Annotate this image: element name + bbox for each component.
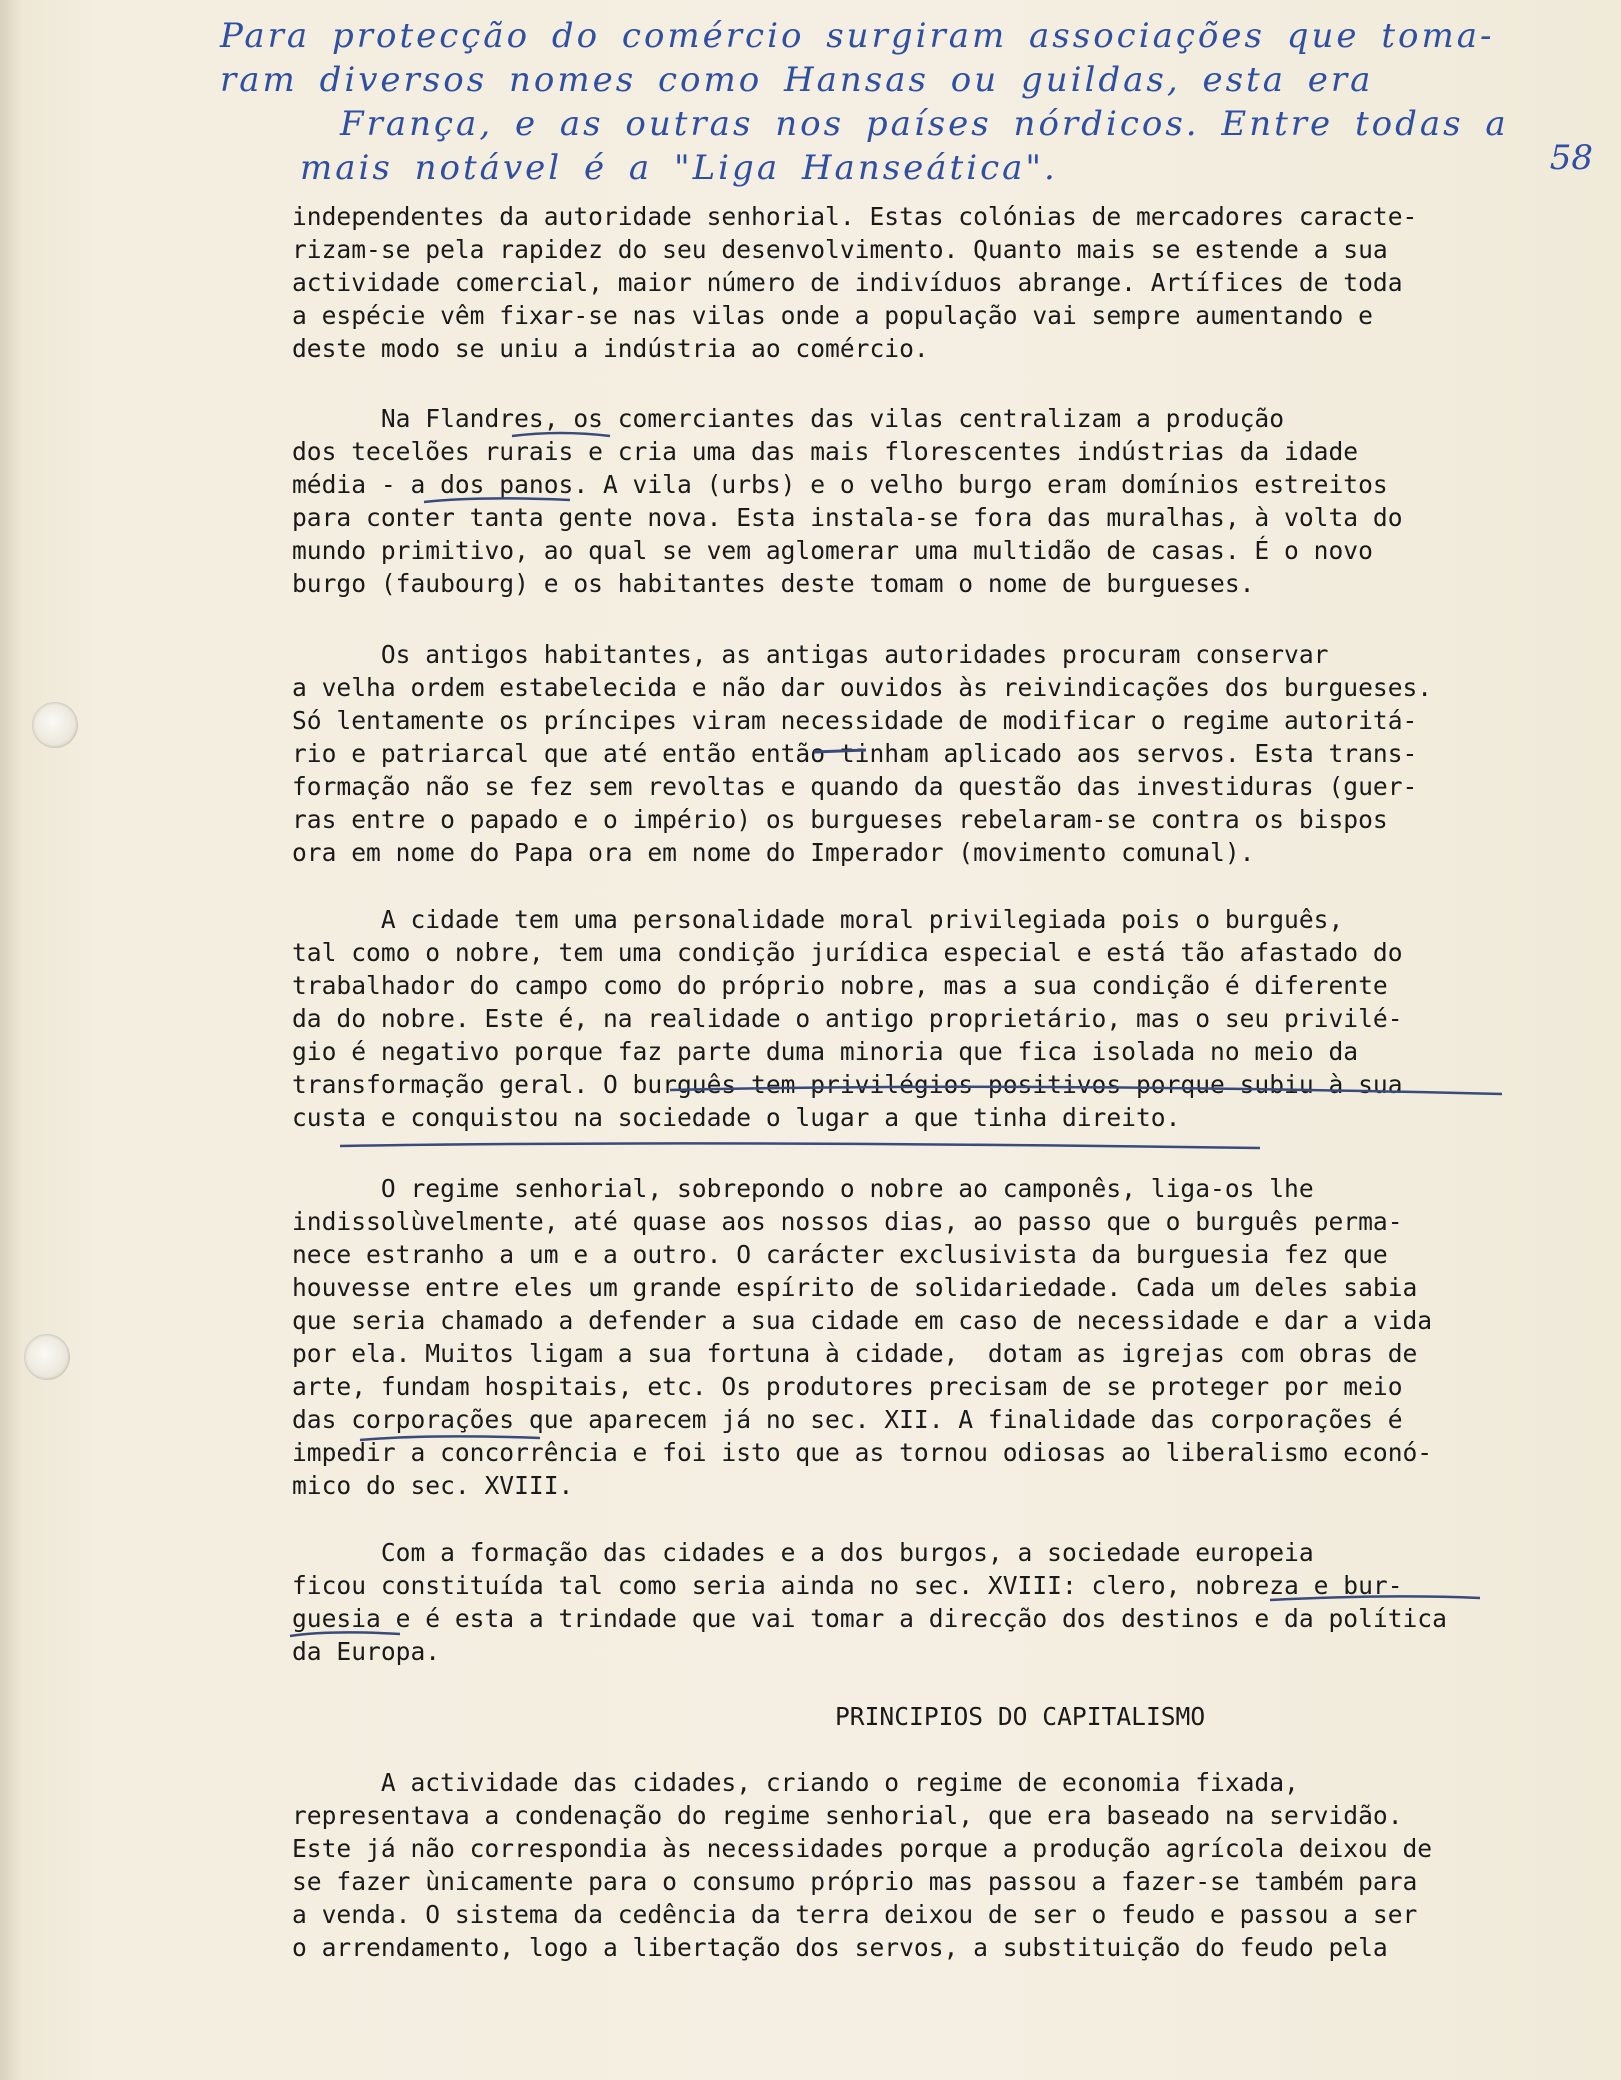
text-line: impedir a concorrência e foi isto que as tornou odiosas ao liberalismo econó-: [292, 1438, 1433, 1467]
text-line: A actividade das cidades, criando o regime de economia fixada,: [292, 1768, 1299, 1797]
text-line: média - a dos panos. A vila (urbs) e o velho burgo eram domínios estreitos: [292, 470, 1388, 499]
text-line: mundo primitivo, ao qual se vem aglomerar uma multidão de casas. É o novo: [292, 536, 1373, 565]
text-line: ras entre o papado e o império) os burgueses rebelaram-se contra os bispos: [292, 805, 1388, 834]
text-line: indissolùvelmente, até quase aos nossos dias, ao passo que o burguês perma-: [292, 1207, 1403, 1236]
text-line: a velha ordem estabelecida e não dar ouvidos às reivindicações dos burgueses.: [292, 673, 1433, 702]
text-line: O regime senhorial, sobrepondo o nobre ao camponês, liga-os lhe: [292, 1174, 1314, 1203]
text-line: a venda. O sistema da cedência da terra deixou de ser o feudo e passou a ser: [292, 1900, 1418, 1929]
text-line: nece estranho a um e a outro. O carácter exclusivista da burguesia fez que: [292, 1240, 1388, 1269]
text-line: que seria chamado a defender a sua cidade em caso de necessidade e dar a vida: [292, 1306, 1433, 1335]
text-line: ora em nome do Papa ora em nome do Imperador (movimento comunal).: [292, 838, 1255, 867]
text-line: dos tecelões rurais e cria uma das mais florescentes indústrias da idade: [292, 437, 1359, 466]
paragraph: [292, 402, 1604, 600]
text-line: custa e conquistou na sociedade o lugar a que tinha direito.: [292, 1103, 1181, 1132]
text-line: o arrendamento, logo a libertação dos servos, a substituição do feudo pela: [292, 1933, 1388, 1962]
text-line: A cidade tem uma personalidade moral privilegiada pois o burguês,: [292, 905, 1344, 934]
text-line: rizam-se pela rapidez do seu desenvolvimento. Quanto mais se estende a sua: [292, 235, 1388, 264]
text-line: Os antigos habitantes, as antigas autoridades procuram conservar: [292, 640, 1329, 669]
page-number: 58: [1549, 138, 1593, 178]
paragraph: [292, 638, 1604, 869]
paragraph: [292, 200, 1604, 365]
text-line: ficou constituída tal como seria ainda no sec. XVIII: clero, nobreza e bur-: [292, 1571, 1403, 1600]
paragraph: [292, 1766, 1604, 1964]
text-line: deste modo se uniu a indústria ao comércio.: [292, 334, 929, 363]
text-line: gio é negativo porque faz parte duma minoria que fica isolada no meio da: [292, 1037, 1359, 1066]
text-line: formação não se fez sem revoltas e quando da questão das investiduras (guer-: [292, 772, 1418, 801]
text-line: mico do sec. XVIII.: [292, 1471, 574, 1500]
text-line: Com a formação das cidades e a dos burgos, a sociedade europeia: [292, 1538, 1314, 1567]
text-line: trabalhador do campo como do próprio nobre, mas a sua condição é diferente: [292, 971, 1388, 1000]
paragraph: [292, 1172, 1604, 1502]
underline-mark: [340, 1143, 1260, 1148]
text-line: a espécie vêm fixar-se nas vilas onde a população vai sempre aumentando e: [292, 301, 1373, 330]
punch-hole-top: [32, 702, 78, 748]
handwritten-line: França, e as outras nos países nórdicos. Entre todas a: [340, 104, 1509, 144]
text-line: Este já não correspondia às necessidades porque a produção agrícola deixou de: [292, 1834, 1433, 1863]
text-line: arte, fundam hospitais, etc. Os produtores precisam de se proteger por meio: [292, 1372, 1403, 1401]
text-line: por ela. Muitos ligam a sua fortuna à cidade, dotam as igrejas com obras de: [292, 1339, 1418, 1368]
text-line: da Europa.: [292, 1637, 441, 1666]
text-line: da do nobre. Este é, na realidade o antigo proprietário, mas o seu privilé-: [292, 1004, 1403, 1033]
text-line: Na Flandres, os comerciantes das vilas centralizam a produção: [292, 404, 1285, 433]
text-line: guesia e é esta a trindade que vai tomar a direcção dos destinos e da política: [292, 1604, 1447, 1633]
text-line: independentes da autoridade senhorial. Estas colónias de mercadores caracte-: [292, 202, 1418, 231]
text-line: burgo (faubourg) e os habitantes deste tomam o nome de burgueses.: [292, 569, 1255, 598]
text-line: das corporações que aparecem já no sec. XII. A finalidade das corporações é: [292, 1405, 1403, 1434]
text-line: actividade comercial, maior número de indivíduos abrange. Artífices de toda: [292, 268, 1403, 297]
punch-hole-bottom: [24, 1334, 70, 1380]
text-line: transformação geral. O burguês tem privilégios positivos porque subiu à sua: [292, 1070, 1403, 1099]
text-line: representava a condenação do regime senhorial, que era baseado na servidão.: [292, 1801, 1403, 1830]
section-heading: PRINCIPIOS DO CAPITALISMO: [835, 1702, 1206, 1731]
paragraph: [292, 903, 1604, 1134]
text-line: para conter tanta gente nova. Esta instala-se fora das muralhas, à volta do: [292, 503, 1403, 532]
handwritten-note: [220, 14, 1590, 190]
handwritten-line: ram diversos nomes como Hansas ou guildas, esta era: [220, 60, 1374, 100]
page-edge-shadow: [0, 0, 22, 2080]
text-line: rio e patriarcal que até então então tinham aplicado aos servos. Esta trans-: [292, 739, 1418, 768]
paragraph: [292, 1536, 1604, 1668]
text-line: se fazer ùnicamente para o consumo próprio mas passou a fazer-se também para: [292, 1867, 1418, 1896]
text-line: houvesse entre eles um grande espírito de solidariedade. Cada um deles sabia: [292, 1273, 1418, 1302]
text-line: tal como o nobre, tem uma condição jurídica especial e está tão afastado do: [292, 938, 1403, 967]
handwritten-line: Para protecção do comércio surgiram associações que toma-: [220, 16, 1495, 56]
text-line: Só lentamente os príncipes viram necessidade de modificar o regime autoritá-: [292, 706, 1418, 735]
handwritten-line: mais notável é a "Liga Hanseática".: [300, 148, 1058, 188]
